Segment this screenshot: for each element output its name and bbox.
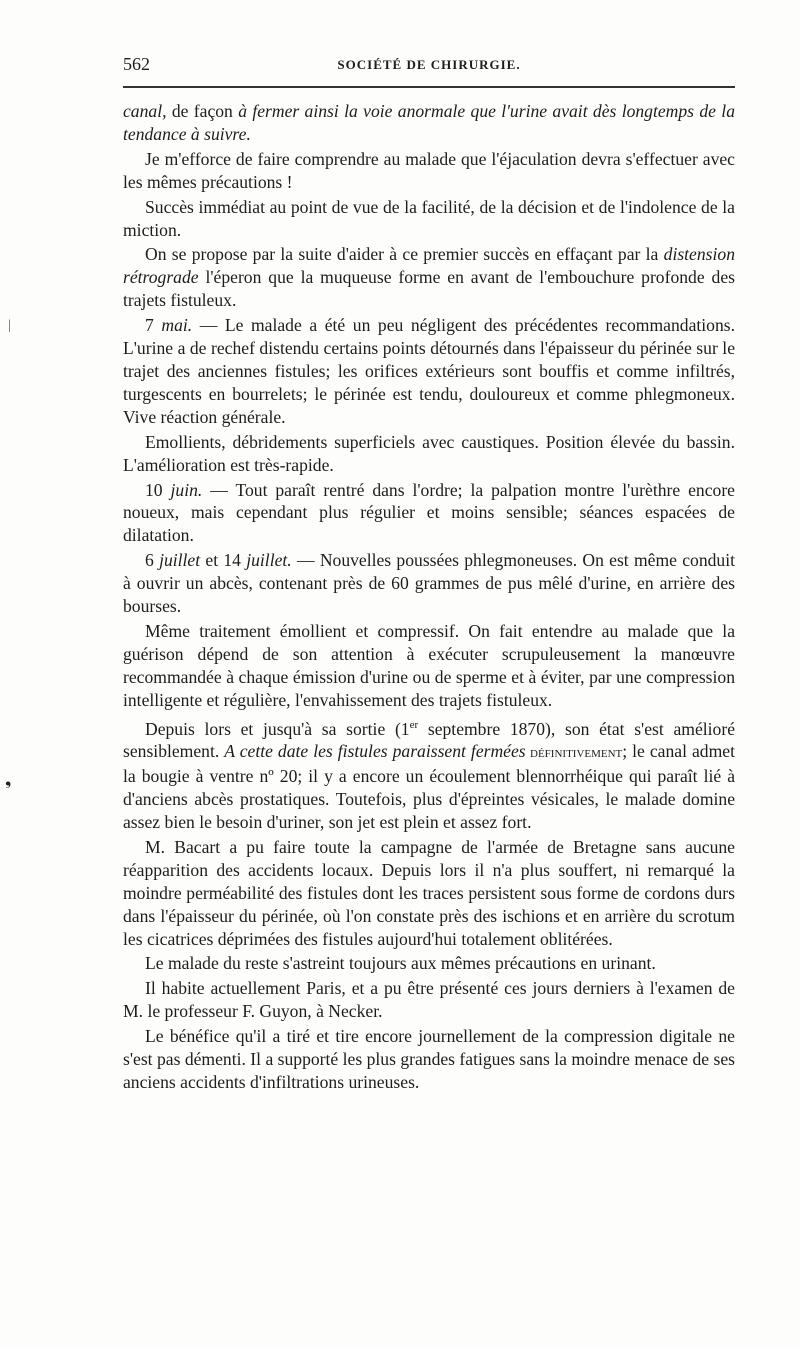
paragraph [123, 714, 735, 834]
text: — Le malade a été un peu négligent des précédentes recommandations. L'urine a de rechef distendu certains points détournés dans l'épaisseur du périnée sur le trajet des anciennes fistules; les orifices extérieurs sont bouffis et comme infiltrés, turgescents en bourrelets; le périnée est tendu, douloureux et comme phlegmoneux. Vive réaction générale. [123, 315, 735, 427]
paragraph: Le bénéfice qu'il a tiré et tire encore journellement de la compression digitale ne s'est pas démenti. Il a supporté les plus grandes fatigues sans la moindre menace de ses anciens accidents d'infiltrations urineuses. [123, 1026, 735, 1093]
text: de façon [166, 101, 239, 121]
text: septembre 1870), son état s'est amélioré sensiblement. [123, 718, 736, 762]
paragraph: Emollients, débridements superficiels avec caustiques. Position élevée du bassin. L'amélioration est très-rapide. [123, 431, 735, 475]
text: — Nouvelles poussées phlegmoneuses. On est même conduit à ouvrir un abcès, contenant près de 60 grammes de pus mêlé d'urine, en arrière des bourses. [123, 550, 735, 617]
paragraph [123, 479, 735, 548]
body-text [123, 100, 735, 1096]
text: 10 [145, 479, 171, 500]
page-number: 562 [123, 54, 150, 74]
italic-text: juillet [159, 550, 201, 571]
italic-text: juin. [170, 479, 203, 500]
text: ; le canal admet la bougie à ventre nº 20; il y a encore un écoulement blennorrhéique qui paraît lié à d'anciens abcès prostatiques. Toutefois, plus d'épreintes vésicales, le malade domine assez bien le besoin d'uriner, son jet est plein et assez fort. [123, 741, 735, 833]
italic-text: à fermer ainsi la voie anormale que l'urine avait dès longtemps de la tendance à suivre. [123, 101, 735, 144]
text: — Tout paraît rentré dans l'ordre; la palpation montre l'urèthre encore noueux, mais cependant plus régulier et moins sensible; séances espacées de dilatation. [123, 479, 735, 546]
paragraph: Le malade du reste s'astreint toujours aux mêmes précautions en urinant. [145, 953, 656, 974]
margin-mark: | [8, 318, 11, 333]
text: 6 [145, 550, 160, 571]
italic-text: A cette date les fistules paraissent fermées [224, 741, 526, 762]
paragraph: Même traitement émollient et compressif. On fait entendre au malade que la guérison dépend de son attention à exécuter scrupuleusement la manœuvre recommandée à chaque émission d'urine ou de sperme et à éviter, par une compression intelligente et régulière, l'envahissement des trajets fistuleux. [123, 620, 735, 710]
italic-text: canal, [123, 101, 167, 121]
paragraph [123, 549, 735, 618]
text: 7 [145, 315, 162, 336]
page-header [123, 54, 735, 78]
paragraph: M. Bacart a pu faire toute la campagne de l'armée de Bretagne sans aucune réapparition des accidents locaux. Depuis lors il n'a plus souffert, ni remarqué la moindre perméabilité des fistules dont les traces persistent sous forme de cordons durs dans l'épaisseur du périnée, où l'on constate près des ischions et en arrière du scrotum les cicatrices déprimées des fistules aujourd'hui totalement oblitérées. [123, 836, 735, 949]
paragraph [123, 314, 735, 429]
text: On se propose par la suite d'aider à ce premier succès en effaçant par la [145, 244, 664, 265]
paragraph [123, 100, 735, 146]
text: Depuis lors et jusqu'à sa sortie (1 [145, 718, 410, 739]
paragraph: Succès immédiat au point de vue de la facilité, de la décision et de l'indolence de la miction. [123, 196, 735, 240]
text: et 14 [200, 550, 247, 571]
text: l'éperon que la muqueuse forme en avant de l'embouchure profonde des trajets fistuleux. [123, 267, 735, 311]
superscript: er [409, 718, 419, 731]
paragraph: Il habite actuellement Paris, et a pu être présenté ces jours derniers à l'examen de M. le professeur F. Guyon, à Necker. [123, 978, 735, 1022]
header-rule [123, 86, 735, 88]
italic-text: juillet. [246, 550, 292, 571]
paragraph [123, 243, 735, 312]
small-caps-text: définitivement [525, 745, 623, 762]
italic-text: mai. [161, 315, 193, 336]
running-head: SOCIÉTÉ DE CHIRURGIE. [337, 57, 521, 72]
italic-text: distension rétrograde [123, 244, 735, 288]
paragraph: Je m'efforce de faire comprendre au malade que l'éjaculation devra s'effectuer avec les mêmes précautions ! [123, 148, 735, 192]
margin-mark: ❟ [5, 772, 12, 789]
